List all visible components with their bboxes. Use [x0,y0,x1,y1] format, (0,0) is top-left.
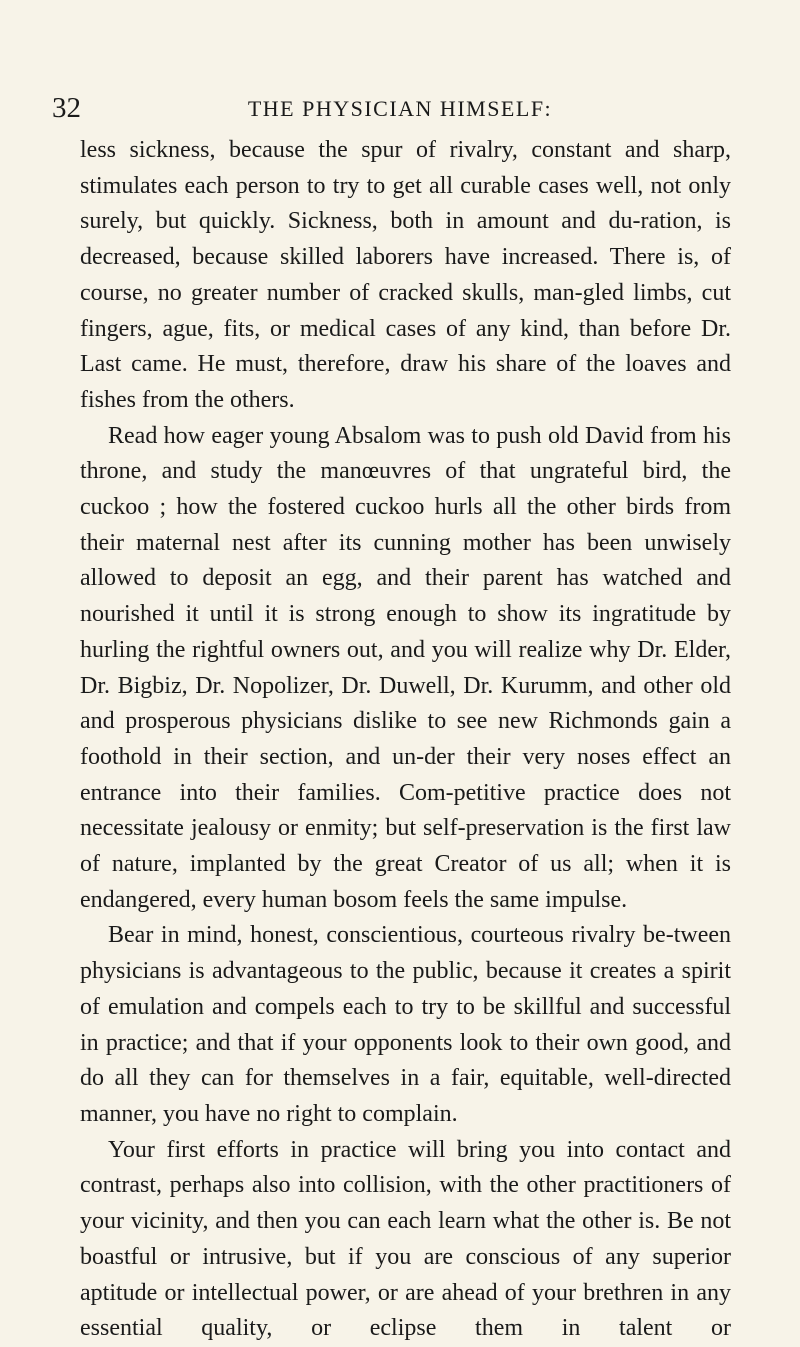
paragraph-3: Bear in mind, honest, conscientious, courteous rivalry be-tween physicians is advantageous to the public, because it creates a spirit of emulation and compels each to try to be skillful and successful in practice; and that if your opponents look to their own good, and do all they can for themselves in a fair, equitable, well-directed manner, you have no right to complain. [80,922,731,1127]
paragraph-4: Your first efforts in practice will bring you into contact and contrast, perhaps also into collision, with the other practitioners of your vicinity, and then you can each learn what the other is. Be not boastful or intrusive, but if you are conscious of any superior aptitude or intellectual power, or are ahead of your brethren in any essential quality, or eclipse them in talent or [80,1136,731,1342]
running-head: THE PHYSICIAN HIMSELF: [247,96,553,121]
body-text [80,133,731,1347]
paragraph-1: less sickness, because the spur of rivalry, constant and sharp, stimulates each person to try to get all curable cases well, not only surely, but quickly. Sickness, both in amount and du-ration, is decreased, because skilled laborers have increased. There is, of course, no greater number of cracked skulls, man-gled limbs, cut fingers, ague, fits, or medical cases of any kind, than before Dr. Last came. He must, therefore, draw his share of the loaves and fishes from the others. [80,137,731,413]
page-header [52,92,748,132]
page-number: 32 [52,92,81,124]
paragraph-2: Read how eager young Absalom was to push old David from his throne, and study the manœuvres of that ungrateful bird, the cuckoo ; how the fostered cuckoo hurls all the other birds from their maternal nest after its cunning mother has been unwisely allowed to deposit an egg, and their parent has watched and nourished it until it is strong enough to show its ingratitude by hurling the rightful owners out, and you will realize why Dr. Elder, Dr. Bigbiz, Dr. Nopolizer, Dr. Duwell, Dr. Kurumm, and other old and prosperous physicians dislike to see new Richmonds gain a foothold in their section, and un-der their very noses effect an entrance into their families. Com-petitive practice does not necessitate jealousy or enmity; but self-preservation is the first law of nature, implanted by the great Creator of us all; when it is endangered, every human bosom feels the same impulse. [80,422,731,913]
